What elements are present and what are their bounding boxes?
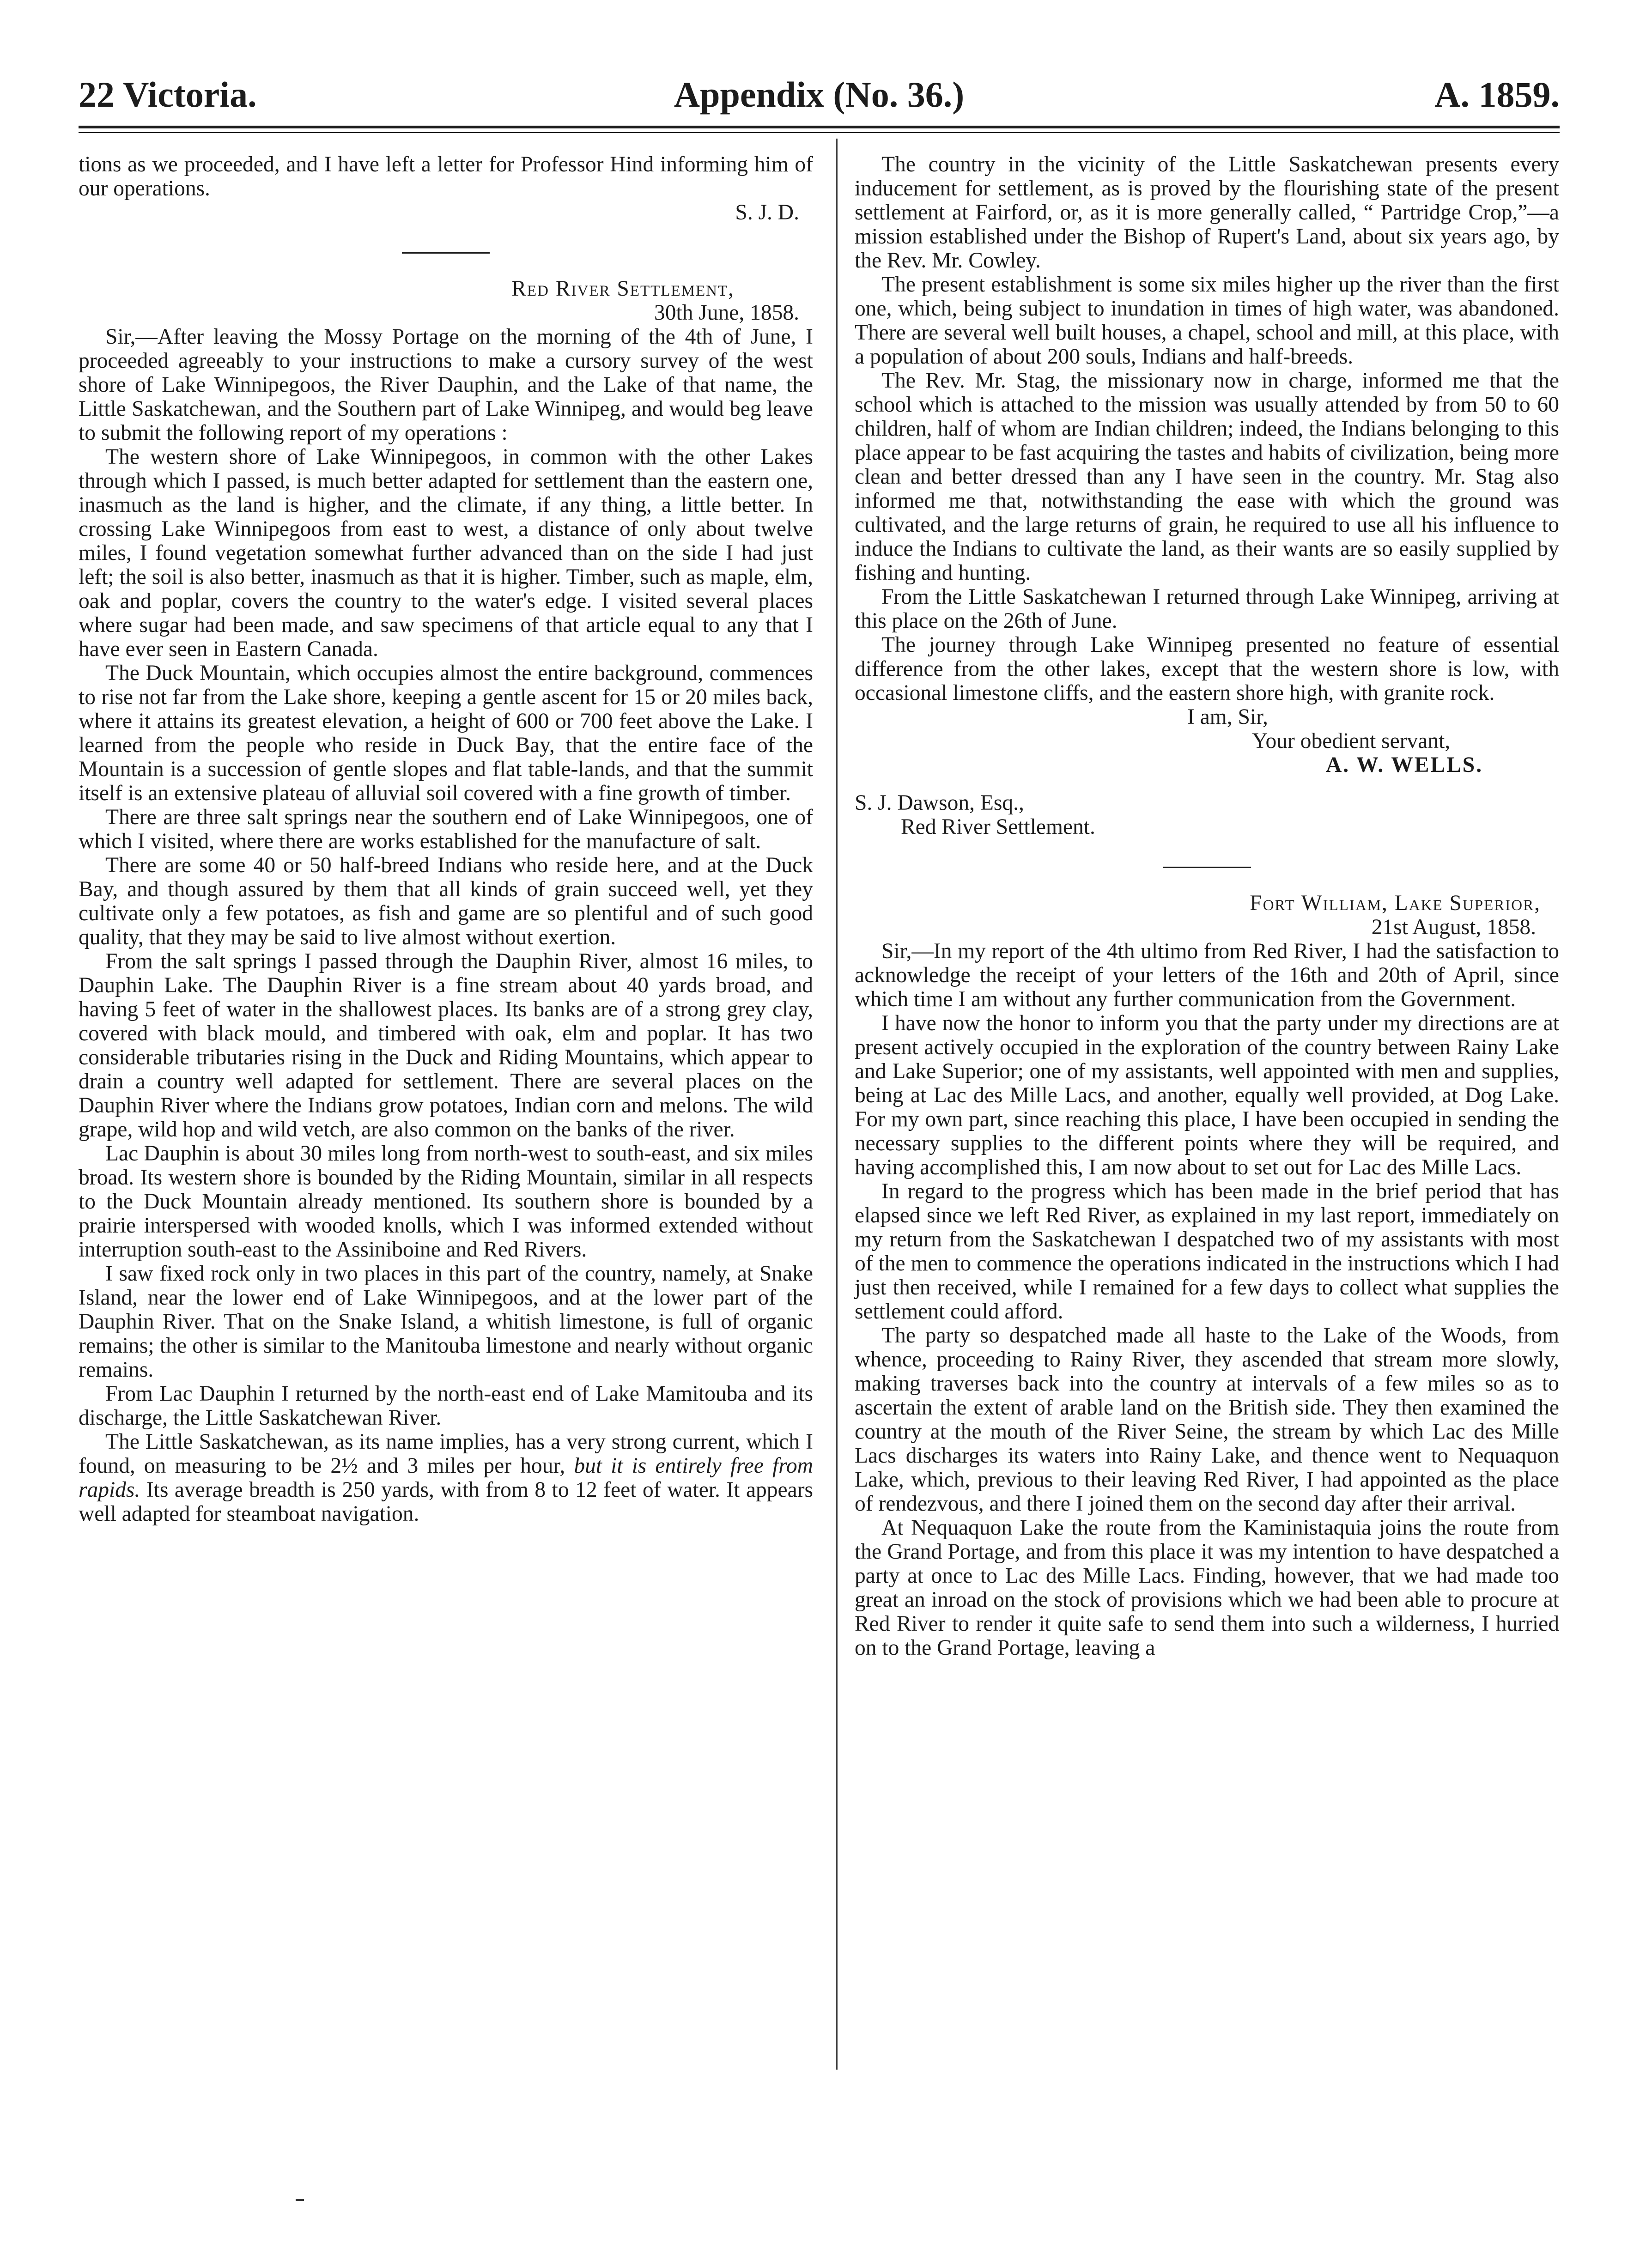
paragraph-start: The Little Saskatchewan, as its name implies, has a very strong current, which I found, on measuring to be 2½ and 3 miles per hour,: [79, 1430, 813, 1478]
continuation-text: tions as we proceeded, and I have left a letter for Professor Hind informing him of our operations.: [79, 152, 813, 200]
paragraph: I saw fixed rock only in two places in this part of the country, namely, at Snake Island, near the lower end of Lake Winnipegoos, and at the lower part of the Dauphin River. That on the Snake Island, a whitish limestone, is full of organic remains; the other is similar to the Manitouba limestone and nearly without organic remains.: [79, 1262, 813, 1382]
paragraph: [79, 1430, 813, 1526]
paragraph: The journey through Lake Winnipeg presented no feature of essential difference from the other lakes, except that the western shore is low, with occasional limestone cliffs, and the eastern shore high, with granite rock.: [855, 633, 1559, 705]
paragraph: The present establishment is some six miles higher up the river than the first one, which, being subject to inundation in times of high water, was abandoned. There are several well built houses, a chapel, school and mill, at this place, with a population of about 200 souls, Indians and half-breeds.: [855, 273, 1559, 369]
paragraph: From Lac Dauphin I returned by the north-east end of Lake Mamitouba and its discharge, the Little Saskatchewan River.: [79, 1382, 813, 1430]
paragraph: Sir,—After leaving the Mossy Portage on the morning of the 4th of June, I proceeded agreeably to your instructions to make a cursory survey of the west shore of Lake Winnipegoos, the River Dauphin, and the Lake of that name, the Little Saskatchewan, and the Southern part of Lake Winnipeg, and would beg leave to submit the following report of my operations :: [79, 325, 813, 445]
letter-heading: Red River Settlement,: [511, 277, 735, 301]
letter-closing: [855, 705, 1559, 777]
header-rule-thin: [79, 132, 1560, 133]
letter-heading: Fort William, Lake Superior,: [1250, 891, 1541, 915]
left-column: [79, 152, 813, 1526]
letter-date: 21st August, 1858.: [1371, 915, 1536, 939]
header-session: 22 Victoria.: [79, 74, 257, 115]
section-rule: [1163, 867, 1251, 868]
italic-emphasis: but it is entirely free from rapids.: [79, 1454, 813, 1502]
paragraph: The party so despatched made all haste to the Lake of the Woods, from whence, proceeding to Rainy River, they ascended that stream more slowly, making traverses back into the country at intervals of a few miles so as to ascertain the extent of arable land on the British side. They then examined the country at the mouth of the River Seine, the stream by which Lac des Mille Lacs discharges its waters into Rainy Lake, and thence went to Nequaquon Lake, which, previous to their leaving Red River, I had appointed as the place of rendezvous, and there I joined them on the second day after their arrival.: [855, 1324, 1559, 1516]
letter-date: 30th June, 1858.: [654, 301, 799, 325]
paragraph: I have now the honor to inform you that the party under my directions are at present actively occupied in the exploration of the country between Rainy Lake and Lake Superior; one of my assistants, well appointed with men and supplies, being at Lac des Mille Lacs, and another, equally well provided, at Dog Lake. For my own part, since reaching this place, I have been occupied in sending the necessary supplies to the different points where they will be required, and having accomplished this, I am now about to set out for Lac des Mille Lacs.: [855, 1011, 1559, 1179]
header-year: A. 1859.: [1434, 74, 1560, 115]
closing-servant: Your obedient servant,: [1252, 729, 1451, 753]
paragraph: There are three salt springs near the southern end of Lake Winnipegoos, one of which I visited, where there are works established for the manufacture of salt.: [79, 805, 813, 853]
paragraph: Lac Dauphin is about 30 miles long from north-west to south-east, and six miles broad. Its western shore is bounded by the Riding Mountain, similar in all respects to the Duck Mountain already mentioned. Its southern shore is bounded by a prairie interspersed with wooded knolls, which I was informed extended without interruption south-east to the Assiniboine and Red Rivers.: [79, 1142, 813, 1262]
paragraph: In regard to the progress which has been made in the brief period that has elapsed since we left Red River, as explained in my last report, immediately on my return from the Saskatchewan I despatched two of my assistants with most of the men to commence the operations indicated in the instructions which I had just then received, while I remained for a few days to collect what supplies the settlement could afford.: [855, 1179, 1559, 1324]
signature: A. W. WELLS.: [1326, 753, 1483, 777]
paragraph: The western shore of Lake Winnipegoos, in common with the other Lakes through which I passed, is much better adapted for settlement than the eastern one, inasmuch as the land is higher, and the climate, if any thing, a little better. In crossing Lake Winnipegoos from east to west, a distance of only about twelve miles, I found vegetation somewhat further advanced than on the side I had just left; the soil is also better, inasmuch as that it is higher. Timber, such as maple, elm, oak and poplar, covers the country to the water's edge. I visited several places where sugar had been made, and saw specimens of that article equal to any that I have ever seen in Eastern Canada.: [79, 445, 813, 661]
paragraph: At Nequaquon Lake the route from the Kaministaquia joins the route from the Grand Portage, and from this place it was my intention to have despatched a party at once to Lac des Mille Lacs. Finding, however, that we had made too great an inroad on the stock of provisions which we had been able to procure at Red River to render it quite safe to send them into such a wilderness, I hurried on to the Grand Portage, leaving a: [855, 1516, 1559, 1660]
paragraph: The country in the vicinity of the Little Saskatchewan presents every inducement for settlement, as is proved by the flourishing state of the present settlement at Fairford, or, as it is more generally called, “ Partridge Crop,”—a mission established under the Bishop of Rupert's Land, about six years ago, by the Rev. Mr. Cowley.: [855, 152, 1559, 273]
paragraph: From the salt springs I passed through the Dauphin River, almost 16 miles, to Dauphin Lake. The Dauphin River is a fine stream about 40 yards broad, and having 5 feet of water in the shallowest places. Its banks are of a strong grey clay, covered with black mould, and timbered with oak, elm and poplar. It has two considerable tributaries rising in the Duck and Riding Mountains, which appear to drain a country well adapted for settlement. There are several places on the Dauphin River where the Indians grow potatoes, Indian corn and melons. The wild grape, wild hop and wild vetch, are also common on the banks of the river.: [79, 949, 813, 1142]
header-appendix-title: Appendix (No. 36.): [674, 74, 965, 115]
closing-salutation: I am, Sir,: [1187, 705, 1268, 729]
paragraph: There are some 40 or 50 half-breed Indians who reside here, and at the Duck Bay, and though assured by them that all kinds of grain succeed well, yet they cultivate only a few potatoes, as fish and game are so plentiful and of such good quality, that they may be said to live almost without exertion.: [79, 853, 813, 949]
paragraph: Sir,—In my report of the 4th ultimo from Red River, I had the satisfaction to acknowledge the receipt of your letters of the 16th and 20th of April, since which time I am without any further communication from the Government.: [855, 939, 1559, 1011]
addressee-name: S. J. Dawson, Esq.,: [855, 791, 1024, 815]
right-column: [855, 152, 1559, 1660]
column-divider: [836, 139, 838, 2070]
page-header: [79, 65, 1560, 129]
paragraph-end: Its average breadth is 250 yards, with from 8 to 12 feet of water. It appears well adapted for steamboat navigation.: [79, 1478, 813, 1526]
paragraph: The Duck Mountain, which occupies almost the entire background, commences to rise not far from the Lake shore, keeping a gentle ascent for 15 or 20 miles back, where it attains its greatest elevation, a height of 600 or 700 feet above the Lake. I learned from the people who reside in Duck Bay, that the entire face of the Mountain is a succession of gentle slopes and flat table-lands, and that the summit itself is an extensive plateau of alluvial soil covered with a fine growth of timber.: [79, 661, 813, 805]
initials-signature: S. J. D.: [735, 200, 799, 225]
addressee-block: [855, 791, 1559, 839]
addressee-location: Red River Settlement.: [901, 815, 1095, 839]
header-rule-thick: [79, 126, 1560, 128]
paragraph: The Rev. Mr. Stag, the missionary now in charge, informed me that the school which is attached to the mission was usually attended by from 50 to 60 children, half of whom are Indian children; indeed, the Indians belonging to this place appear to be fast acquiring the tastes and habits of civilization, being more clean and better dressed than any I have seen in the country. Mr. Stag also informed me that, notwithstanding the ease with which the ground was cultivated, and the large returns of grain, he required to use all his influence to induce the Indians to cultivate the land, as their wants are so easily supplied by fishing and hunting.: [855, 369, 1559, 585]
section-rule: [402, 252, 490, 254]
stray-mark: [296, 2199, 304, 2201]
paragraph: From the Little Saskatchewan I returned through Lake Winnipeg, arriving at this place on the 26th of June.: [855, 585, 1559, 633]
